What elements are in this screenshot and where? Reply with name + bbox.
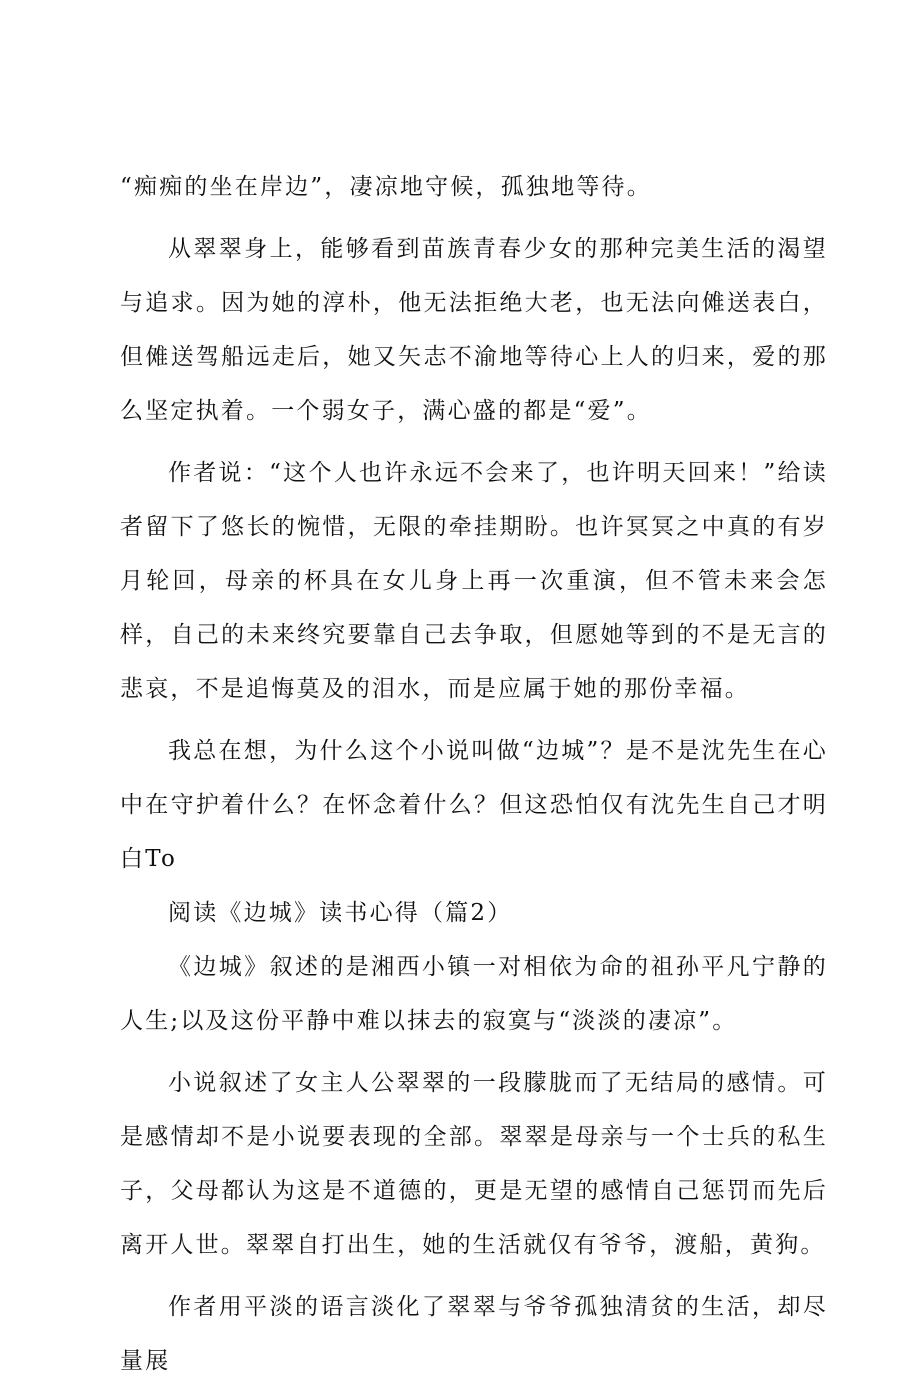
document-body <box>120 160 828 1388</box>
paragraph-author-language: 作者用平淡的语言淡化了翠翠与爷爷孤独清贫的生活，却尽量展 <box>120 1294 828 1374</box>
paragraph-biancheng-summary: 《边城》叙述的是湘西小镇一对相依为命的祖孙平凡宁静的人生;以及这份平静中难以抹去的寂寞与“淡淡的凄凉”。 <box>120 954 828 1034</box>
paragraph-continuation: “痴痴的坐在岸边”，凄凉地守候，孤独地等待。 <box>120 174 652 200</box>
paragraph-heroine-emotion: 小说叙述了女主人公翠翠的一段朦胧而了无结局的感情。可是感情却不是小说要表现的全部。翠翠是母亲与一个士兵的私生子，父母都认为这是不道德的，更是无望的感情自己惩罚而先后离开人世。翠翠自打出生，她的生活就仅有爷爷，渡船，黄狗。 <box>120 1070 828 1258</box>
paragraph-author-quote: 作者说：“这个人也许永远不会来了，也许明天回来！”给读者留下了悠长的惋惜，无限的牵挂期盼。也许冥冥之中真的有岁月轮回，母亲的杯具在女儿身上再一次重演，但不管未来会怎样，自己的未来终究要靠自己去争取，但愿她等到的不是无言的悲哀，不是追悔莫及的泪水，而是应属于她的那份幸福。 <box>120 460 828 702</box>
paragraph-why-biancheng: 我总在想，为什么这个小说叫做“边城”？是不是沈先生在心中在守护着什么？在怀念着什么？但这恐怕仅有沈先生自己才明白To <box>120 738 828 872</box>
section-heading: 阅读《边城》读书心得（篇2） <box>168 900 513 926</box>
paragraph-cuicui-pursuit: 从翠翠身上，能够看到苗族青春少女的那种完美生活的渴望与追求。因为她的淳朴，他无法拒绝大老，也无法向傩送表白，但傩送驾船远走后，她又矢志不渝地等待心上人的归来，爱的那么坚定执着。一个弱女子，满心盛的都是“爱”。 <box>120 236 828 424</box>
